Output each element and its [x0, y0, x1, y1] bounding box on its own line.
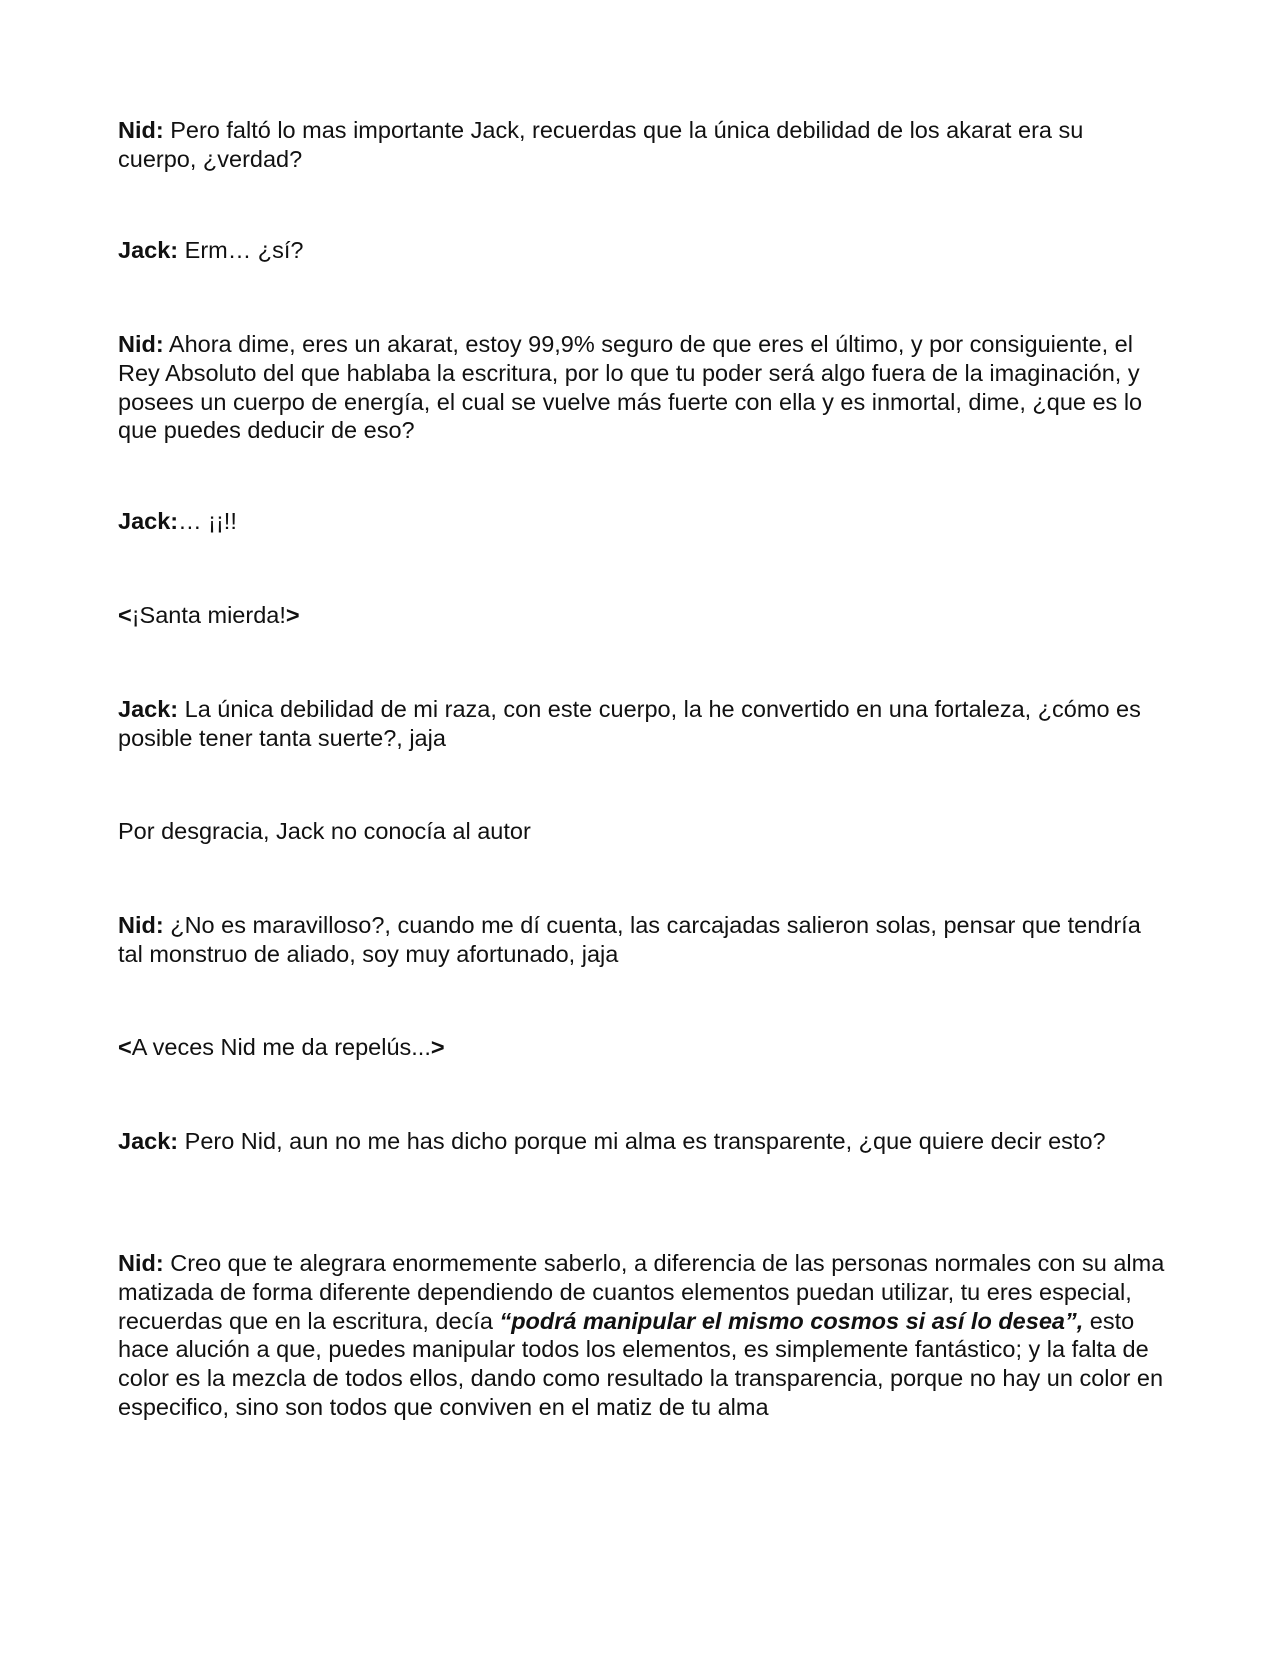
- dialogue-text: Ahora dime, eres un akarat, estoy 99,9% seguro de que eres el último, y por consiguiente, el Rey Absoluto del que hablaba la escritura, por lo que tu poder será algo fuera de la imaginación, y posees un cuerpo de energía, el cual se vuelve más fuerte con ella y es inmortal, dime, ¿que es lo que puedes deducir de eso?: [118, 331, 1143, 444]
- dialogue-text: Creo que te alegrara enormemente saberlo, a diferencia de las personas normales con su alma matizada de forma diferente dependiendo de cuantos elementos puedan utilizar, tu eres especial, recuerdas que en la escritura, decía: [118, 1250, 1165, 1334]
- paragraph-nid-4: [118, 1249, 1168, 1422]
- dialogue-text: Pero Nid, aun no me has dicho porque mi alma es transparente, ¿que quiere decir esto?: [178, 1128, 1106, 1154]
- thought-text: A veces Nid me da repelús...: [131, 1034, 431, 1060]
- paragraph-nid-3: [118, 911, 1168, 969]
- dialogue-text: La única debilidad de mi raza, con este cuerpo, la he convertido en una fortaleza, ¿cómo es posible tener tanta suerte?, jaja: [118, 696, 1141, 751]
- speaker-label: Jack:: [118, 1128, 179, 1154]
- dialogue-text: Erm… ¿sí?: [178, 237, 304, 263]
- paragraph-thought-1: [118, 601, 300, 630]
- thought-close-bracket: >: [285, 602, 300, 628]
- paragraph-jack-1: [118, 236, 303, 265]
- speaker-label: Nid:: [118, 117, 164, 143]
- thought-text: ¡Santa mierda!: [131, 602, 286, 628]
- thought-open-bracket: <: [118, 1034, 132, 1060]
- paragraph-jack-2: [118, 507, 237, 536]
- speaker-label: Jack:: [118, 696, 179, 722]
- speaker-label: Nid:: [118, 331, 164, 357]
- paragraph-jack-3: [118, 695, 1168, 753]
- speaker-label: Jack:: [118, 237, 179, 263]
- thought-open-bracket: <: [118, 602, 132, 628]
- paragraph-thought-2: [118, 1033, 445, 1062]
- paragraph-jack-4: [118, 1127, 1106, 1156]
- speaker-label: Nid:: [118, 1250, 164, 1276]
- paragraph-nid-1: [118, 116, 1168, 174]
- narration-text: Por desgracia, Jack no conocía al autor: [118, 818, 531, 844]
- thought-close-bracket: >: [430, 1034, 445, 1060]
- scripture-quote: “podrá manipular el mismo cosmos si así lo desea”,: [499, 1307, 1084, 1334]
- dialogue-text: ¿No es maravilloso?, cuando me dí cuenta, las carcajadas salieron solas, pensar que tendría tal monstruo de aliado, soy muy afortunado, jaja: [118, 912, 1141, 967]
- paragraph-nid-2: [118, 330, 1168, 445]
- dialogue-text: Pero faltó lo mas importante Jack, recuerdas que la única debilidad de los akarat era su cuerpo, ¿verdad?: [118, 117, 1084, 172]
- dialogue-text: … ¡¡!!: [178, 508, 237, 534]
- paragraph-narration-1: [118, 817, 531, 846]
- dialogue-text-continued: esto hace alución a que, puedes manipular todos los elementos, es simplemente fantástico; y la falta de color es la mezcla de todos ellos, dando como resultado la transparencia, porque no hay un color en especifico, sino son todos que conviven en el matiz de tu alma: [118, 1307, 1164, 1420]
- speaker-label: Jack:: [118, 508, 179, 534]
- speaker-label: Nid:: [118, 912, 164, 938]
